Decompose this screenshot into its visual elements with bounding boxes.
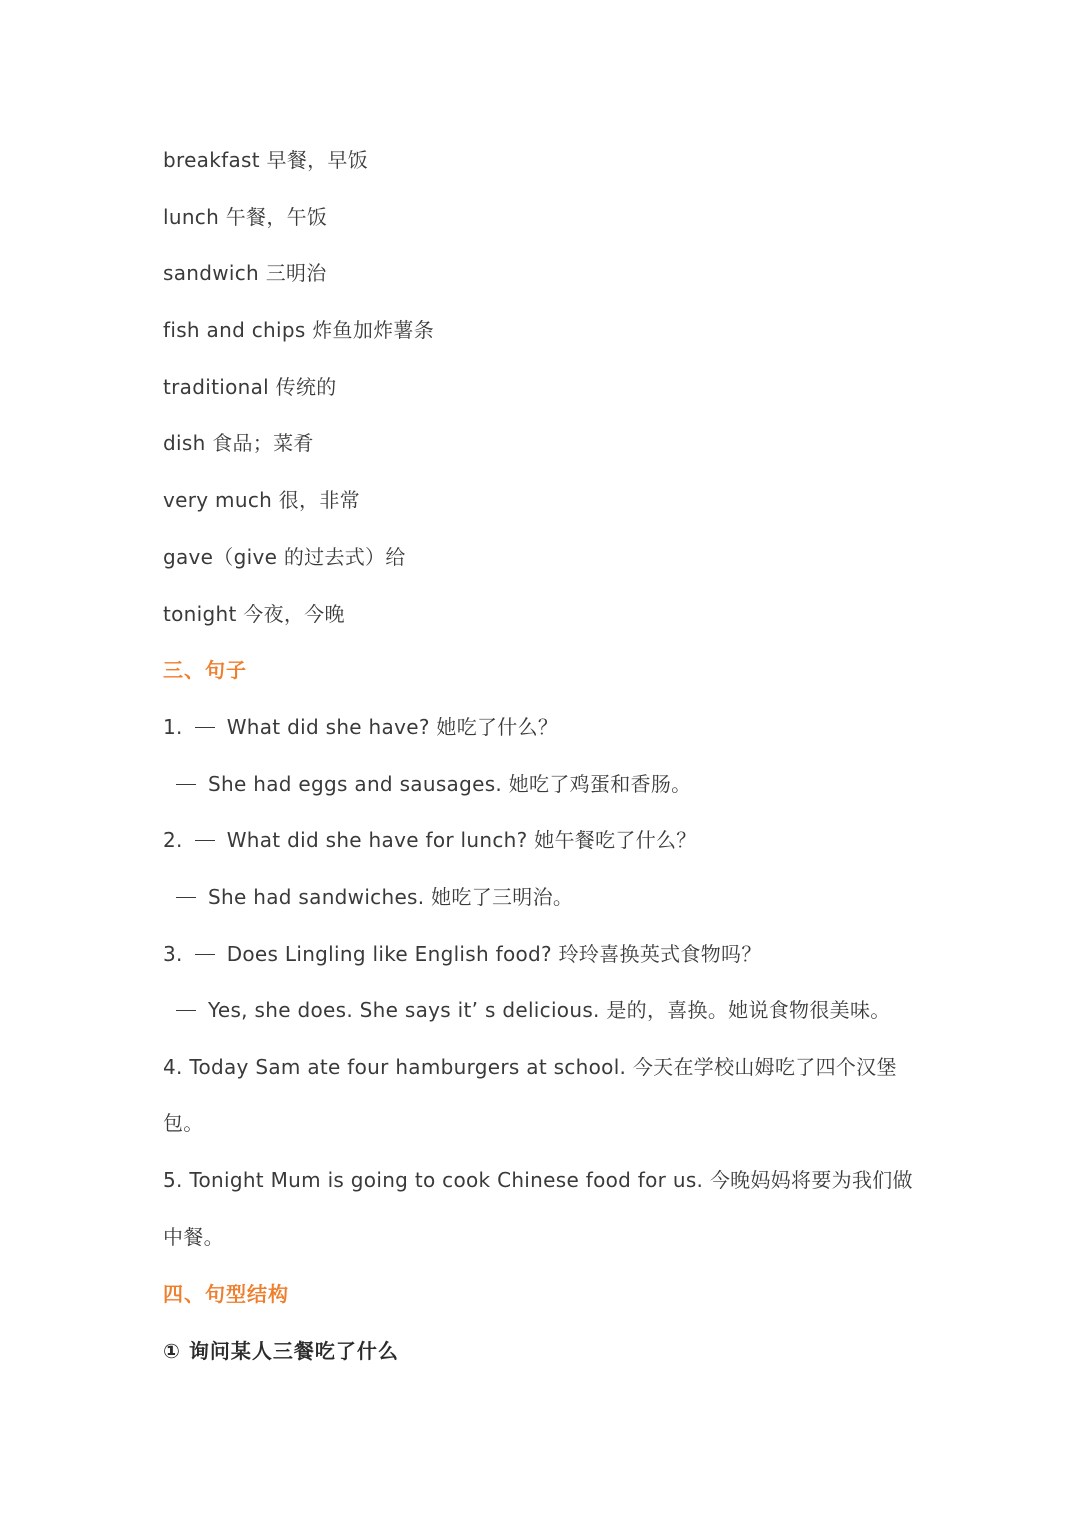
vocab-item: traditional 传统的 (163, 374, 337, 399)
answer-text: She had eggs and sausages. 她吃了鸡蛋和香肠。 (208, 771, 692, 796)
vocab-item: dish 食品；菜肴 (163, 431, 314, 456)
answer-text: Yes, she does. She says it’ s delicious. 是的，喜换。她说食物很美味。 (208, 998, 891, 1023)
dash-icon (176, 784, 196, 785)
dash-icon (195, 840, 215, 841)
answer-text: She had sandwiches. 她吃了三明治。 (208, 884, 574, 909)
section-heading-sentences: 三、句子 (163, 658, 247, 683)
dash-icon (176, 897, 196, 898)
sentence-5: 5. Tonight Mum is going to cook Chinese food for us. 今晚妈妈将要为我们做中餐。 (163, 1168, 913, 1249)
dash-icon (195, 727, 215, 728)
question-text: Does Lingling like English food? 玲玲喜换英式食物吗？ (226, 941, 762, 966)
sentence-number: 2. (163, 828, 183, 853)
sentence-answer-2 (163, 877, 923, 917)
vocab-item: very much 很，非常 (163, 488, 360, 513)
sentence-answer-3 (163, 990, 923, 1030)
document-body (163, 140, 923, 1387)
sentence-4: 4. Today Sam ate four hamburgers at school. 今天在学校山姆吃了四个汉堡包。 (163, 1054, 897, 1136)
sentence-question-3 (163, 934, 923, 974)
sentence-question-2 (163, 820, 923, 860)
vocab-item: tonight 今夜，今晚 (163, 601, 345, 626)
sentence-number: 1. (163, 714, 183, 739)
sentence-number: 3. (163, 941, 183, 966)
question-text: What did she have? 她吃了什么？ (226, 714, 559, 739)
question-text: What did she have for lunch? 她午餐吃了什么？ (226, 828, 697, 853)
section-heading-patterns: 四、句型结构 (163, 1281, 289, 1306)
vocab-item: gave（give 的过去式）给 (163, 544, 406, 569)
vocab-item: fish and chips 炸鱼加炸薯条 (163, 318, 435, 343)
dash-icon (176, 1010, 196, 1011)
sentence-answer-1 (163, 764, 923, 804)
pattern-subheading-1: ① 询问某人三餐吃了什么 (163, 1338, 399, 1363)
dash-icon (195, 954, 215, 955)
vocab-item: sandwich 三明治 (163, 261, 327, 286)
vocab-item: lunch 午餐，午饭 (163, 204, 328, 229)
sentence-question-1 (163, 707, 923, 747)
vocab-item: breakfast 早餐，早饭 (163, 148, 369, 172)
